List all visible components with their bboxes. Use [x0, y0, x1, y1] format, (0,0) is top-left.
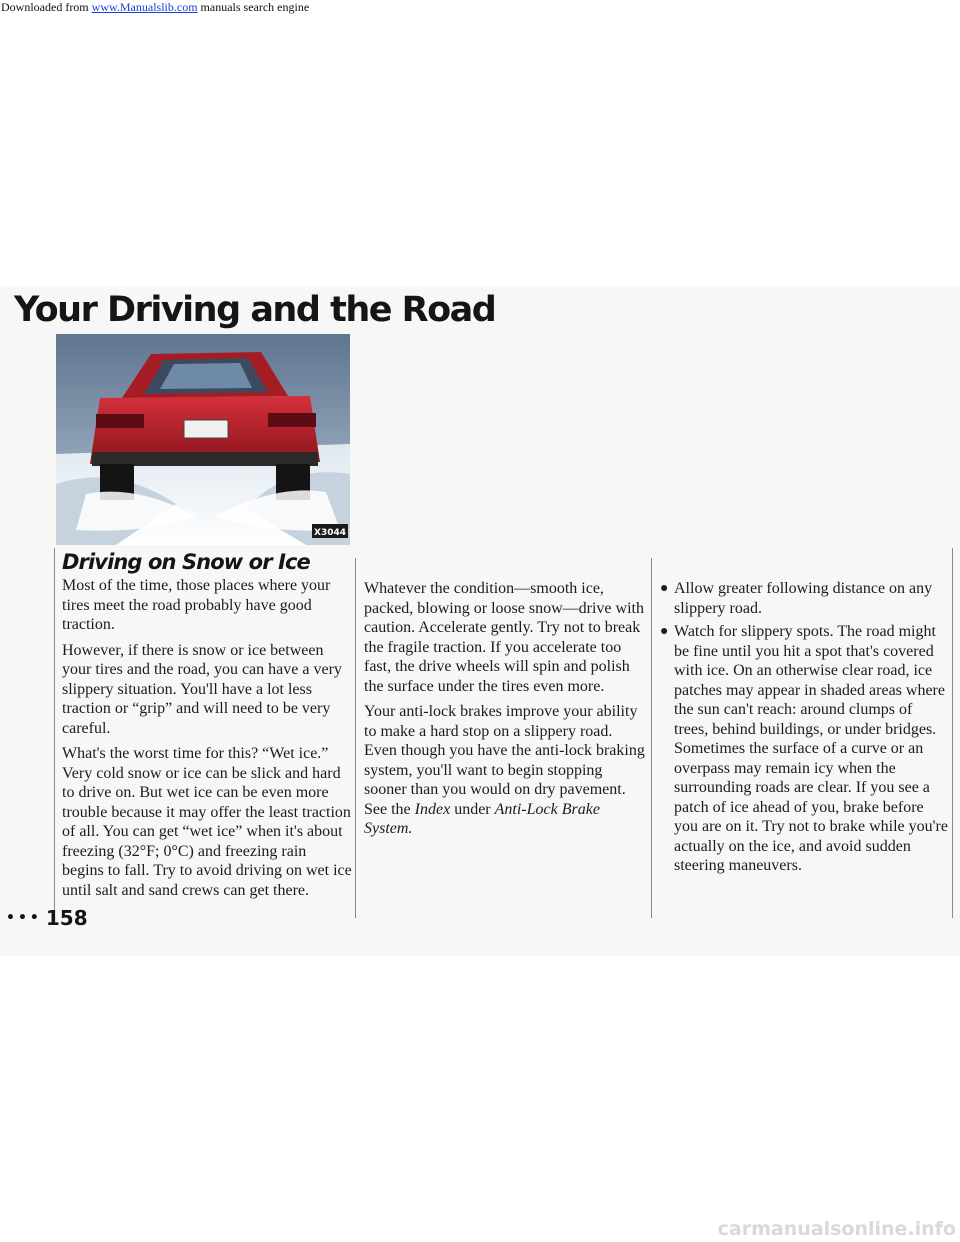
paragraph: Your anti-lock brakes improve your ability to make a hard stop on a slippery road. Even though you have the anti-lock braking system, you'll want to begin stopping sooner than you would on dry pavement. See the Index under Anti-Lock Brake System.	[364, 703, 645, 837]
column-1	[62, 576, 352, 906]
car-illustration	[56, 334, 350, 545]
list-item: ● Watch for slippery spots. The road might be fine until you hit a spot that's covered with ice. On an otherwise clear road, ice patches may appear in shaded areas where the sun can't reach: around clumps of trees, behind buildings, or under bridges. Sometimes the surface of a curve or an overpass may remain icy when the surrounding roads are clear. If you see a patch of ice ahead of you, brake before you are on it. Try not to brake while you're actually on the ice, and avoid sudden steering maneuvers.	[660, 623, 948, 874]
car-on-snow-photo	[56, 334, 350, 545]
page-title: Your Driving and the Road	[14, 290, 496, 330]
bullet-icon: ●	[660, 581, 669, 596]
right-margin-rule	[952, 548, 953, 918]
index-reference: Index	[414, 800, 451, 818]
tips-list	[660, 579, 950, 876]
page-number-value: 158	[45, 906, 88, 930]
column-divider	[651, 558, 652, 918]
paragraph: Most of the time, those places where your tires meet the road probably have good traction.	[62, 577, 331, 633]
download-watermark	[0, 0, 309, 14]
watermark-suffix: manuals search engine	[197, 0, 310, 14]
anti-lock-reference: Anti-Lock Brake System.	[364, 800, 600, 837]
manual-page	[0, 286, 960, 956]
list-item: ● Allow greater following distance on any slippery road.	[660, 580, 933, 617]
left-margin-rule	[54, 548, 55, 918]
paragraph: However, if there is snow or ice between your tires and the road, you can have a very slippery situation. You'll have a lot less traction or “grip” and will need to be very careful.	[62, 641, 342, 737]
page-dots-icon: •••	[6, 910, 42, 926]
section-heading: Driving on Snow or Ice	[62, 550, 310, 574]
bullet-icon: ●	[660, 624, 669, 639]
paragraph: What's the worst time for this? “Wet ice.” Very cold snow or ice can be slick and hard to drive on. But wet ice can be even more trouble because it may offer the least traction of all. You can get “wet ice” when it's about freezing (32°F; 0°C) and freezing rain begins to fall. Try to avoid driving on wet ice until salt and sand crews can get there.	[62, 745, 352, 899]
page-number	[6, 906, 88, 930]
column-divider	[355, 558, 356, 918]
column-2	[364, 579, 649, 845]
photo-code: X3044	[314, 528, 346, 538]
watermark-prefix: Downloaded from	[1, 0, 92, 14]
paragraph: Whatever the condition—smooth ice, packed, blowing or loose snow—drive with caution. Accelerate gently. Try not to break the fragile traction. If you accelerate too fast, the drive wheels will spin and polish the surface under the tires even more.	[364, 580, 644, 695]
site-watermark: carmanualsonline.info	[717, 1218, 956, 1240]
column-3	[660, 579, 950, 880]
manualslib-link[interactable]: www.Manualslib.com	[91, 0, 198, 14]
